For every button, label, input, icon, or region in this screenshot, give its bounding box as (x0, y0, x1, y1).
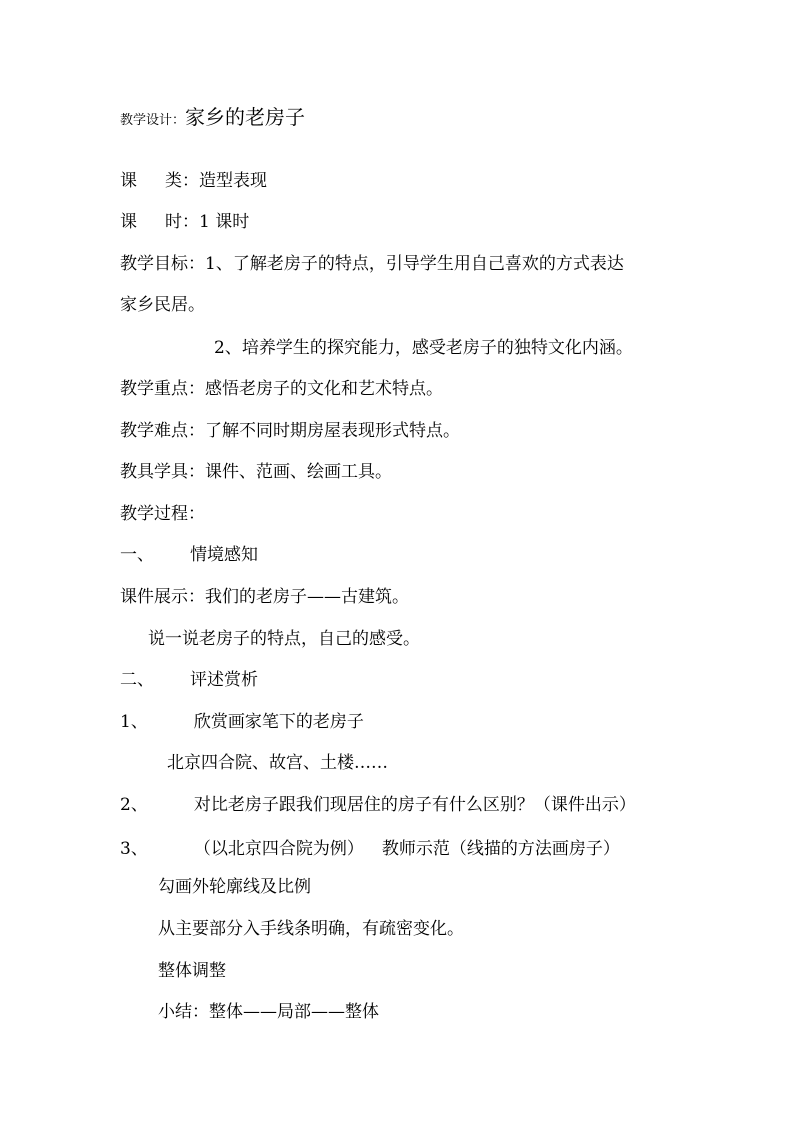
section-1-line-2: 说一说老房子的特点，自己的感受。 (148, 629, 420, 649)
item-3-text-a: （以北京四合院为例） (193, 839, 364, 859)
goal-1-line1: 1、了解老房子的特点，引导学生用自己喜欢的方式表达 (205, 254, 624, 274)
item-3-sub-2: 从主要部分入手线条明确，有疏密变化。 (158, 919, 464, 939)
item-2-num: 2、 (120, 795, 148, 815)
title-main: 家乡的老房子 (185, 105, 306, 129)
focus-label: 教学重点： (120, 379, 205, 399)
item-3-sub-3: 整体调整 (158, 961, 226, 981)
period-label-a: 课 (120, 212, 137, 232)
focus-row (120, 378, 443, 400)
item-3-sub-4: 小结：整体——局部——整体 (158, 1002, 379, 1022)
item-1-num: 1、 (120, 712, 148, 732)
tools-row (120, 461, 392, 483)
difficulty-value: 了解不同时期房屋表现形式特点。 (205, 421, 460, 441)
item-3-text-b: 教师示范（线描的方法画房子） (381, 839, 620, 859)
section-1-num: 一、 (120, 545, 154, 565)
difficulty-row (120, 420, 460, 442)
process-label: 教学过程： (120, 504, 205, 524)
category-label-b: 类： (165, 171, 199, 191)
goal-1-line2: 家乡民居。 (120, 295, 205, 315)
item-1-sub: 北京四合院、故宫、土楼…… (167, 753, 388, 773)
section-1-heading (120, 544, 258, 566)
goal-row (120, 253, 624, 275)
category-label-a: 课 (120, 171, 137, 191)
section-1-line-1: 课件展示：我们的老房子——古建筑。 (120, 587, 409, 607)
focus-value: 感悟老房子的文化和艺术特点。 (205, 379, 443, 399)
item-3-num: 3、 (120, 839, 148, 859)
item-1 (120, 711, 364, 733)
difficulty-label: 教学难点： (120, 421, 205, 441)
title-prefix: 教学设计： (120, 113, 186, 128)
section-2-title: 评述赏析 (190, 670, 258, 690)
period-row (120, 211, 249, 233)
item-2 (120, 794, 636, 816)
category-value: 造型表现 (199, 171, 267, 191)
period-value: 1 课时 (199, 212, 250, 232)
section-1-title: 情境感知 (190, 545, 258, 565)
period-label-b: 时： (165, 212, 199, 232)
tools-value: 课件、范画、绘画工具。 (205, 462, 392, 482)
item-1-text: 欣赏画家笔下的老房子 (193, 712, 364, 732)
page-title (120, 106, 305, 132)
goal-label: 教学目标： (120, 254, 205, 274)
item-3 (120, 838, 620, 860)
section-2-num: 二、 (120, 670, 154, 690)
goal-2: 2、培养学生的探究能力，感受老房子的独特文化内涵。 (214, 338, 633, 358)
section-2-heading (120, 669, 258, 691)
category-row (120, 170, 267, 192)
item-2-text: 对比老房子跟我们现居住的房子有什么区别？（课件出示） (193, 795, 636, 815)
tools-label: 教具学具： (120, 462, 205, 482)
item-3-sub-1: 勾画外轮廓线及比例 (158, 877, 311, 897)
